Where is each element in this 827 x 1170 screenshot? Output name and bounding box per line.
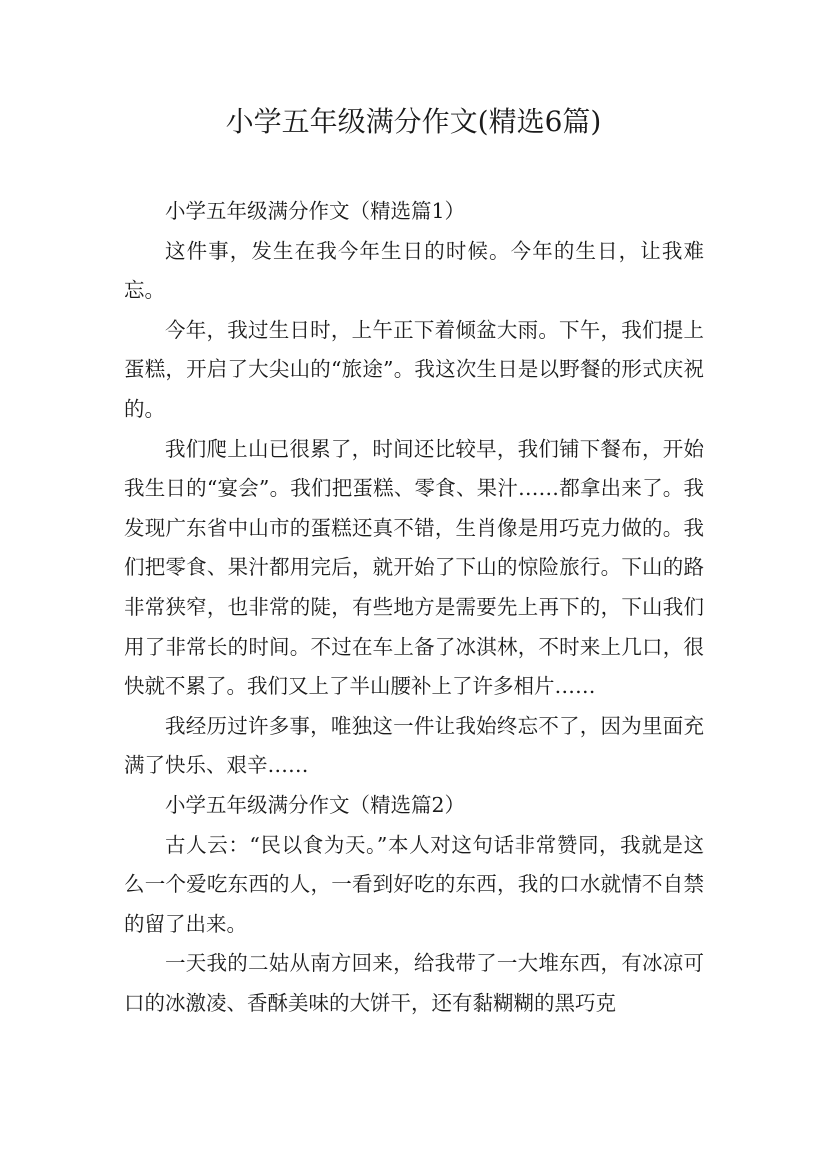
section-heading-1: 小学五年级满分作文（精选篇1） [165, 199, 466, 223]
section-heading-2: 小学五年级满分作文（精选篇2） [165, 792, 466, 817]
paragraph: 这件事，发生在我今年生日的时候。今年的生日，让我难忘。 [124, 238, 704, 303]
document-title: 小学五年级满分作文(精选6篇) [225, 105, 602, 138]
paragraph: 我们爬上山已很累了，时间还比较早，我们铺下餐布，开始我生日的“宴会”。我们把蛋糕、零食、果汁……都拿出来了。我发现广东省中山市的蛋糕还真不错，生肖像是用巧克力做的。我们把零食、果汁都用完后，就开始了下山的惊险旅行。下山的路非常狭窄，也非常的陡，有些地方是需要先上再下的，下山我们用了非常长的时间。不过在车上备了冰淇林，不时来上几口，很快就不累了。我们又上了半山腰补上了许多相片…… [124, 436, 704, 699]
paragraph: 我经历过许多事，唯独这一件让我始终忘不了，因为里面充满了快乐、艰辛…… [124, 713, 704, 778]
paragraph: 一天我的二姑从南方回来，给我带了一大堆东西，有冰凉可口的冰激凌、香酥美味的大饼干，还有黏糊糊的黑巧克 [124, 951, 704, 1015]
paragraph: 今年，我过生日时，上午正下着倾盆大雨。下午，我们提上蛋糕，开启了大尖山的“旅途”。我这次生日是以野餐的形式庆祝的。 [124, 317, 704, 421]
paragraph: 古人云：“民以食为天。”本人对这句话非常赞同，我就是这么一个爱吃东西的人，一看到好吃的东西，我的口水就情不自禁的留了出来。 [124, 832, 704, 936]
document-body [124, 192, 704, 1023]
